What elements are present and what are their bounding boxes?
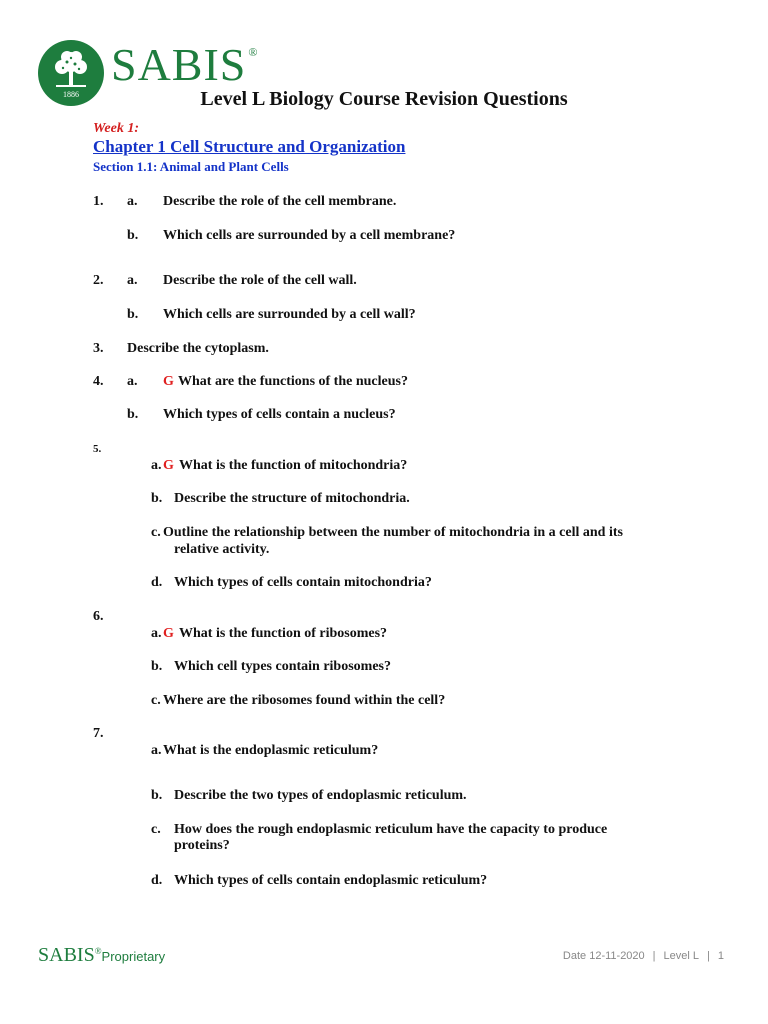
question-text: Describe the two types of endoplasmic reticulum. (174, 788, 467, 803)
question-text: Which types of cells contain a nucleus? (163, 407, 396, 422)
footer-brand-name: SABIS (38, 944, 95, 966)
question-text: What is the endoplasmic reticulum? (163, 743, 379, 758)
page-title: Level L Biology Course Revision Questions (200, 88, 568, 110)
question-text: Describe the role of the cell membrane. (163, 194, 397, 209)
footer-brand (38, 944, 165, 967)
question-number: 3. (93, 341, 104, 356)
footer-separator: | (707, 950, 710, 962)
footer-registered-mark: ® (94, 946, 102, 956)
week-label: Week 1: (93, 121, 139, 136)
question-text-continued: proteins? (174, 838, 230, 853)
g-flag: G (163, 374, 174, 389)
question-text: Which cells are surrounded by a cell wall? (163, 307, 416, 322)
question-text: Which types of cells contain endoplasmic reticulum? (174, 873, 488, 888)
page-number: 1 (717, 950, 724, 962)
brand-registered-mark: ® (248, 45, 259, 59)
part-label: b. (127, 307, 139, 322)
section-heading: Section 1.1: Animal and Plant Cells (93, 159, 289, 174)
g-flag: G (163, 458, 174, 473)
part-label: a. (151, 626, 162, 641)
question-text: Which types of cells contain mitochondria? (174, 575, 432, 590)
part-label: b. (151, 788, 163, 803)
question-number: 5. (93, 443, 102, 455)
question-text: Outline the relationship between the number of mitochondria in a cell and its (163, 525, 623, 540)
part-label: a. (127, 194, 138, 209)
part-label: d. (151, 873, 163, 888)
footer-separator: | (652, 950, 656, 962)
question-number: 1. (93, 194, 104, 209)
part-label: a. (151, 743, 162, 758)
part-label: b. (151, 491, 163, 506)
part-label: b. (151, 659, 163, 674)
part-label: a. (127, 374, 138, 389)
part-label: d. (151, 575, 163, 590)
logo-year: 1886 (63, 90, 79, 99)
question-text: Describe the structure of mitochondria. (174, 491, 410, 506)
question-text: What is the function of mitochondria? (179, 458, 408, 473)
question-text: Describe the role of the cell wall. (163, 273, 357, 288)
question-number: 4. (93, 374, 104, 389)
g-flag: G (163, 626, 174, 641)
footer-date: Date 12-11-2020 (562, 950, 645, 962)
question-text: What are the functions of the nucleus? (178, 374, 408, 389)
footer-meta (563, 950, 724, 962)
part-label: c. (151, 822, 161, 837)
question-text: What is the function of ribosomes? (179, 626, 388, 641)
question-text: Which cell types contain ribosomes? (174, 659, 391, 674)
question-text: How does the rough endoplasmic reticulum have the capacity to produce (174, 822, 608, 837)
brand-name: SABIS (111, 39, 247, 90)
footer-proprietary: Proprietary (101, 949, 166, 964)
brand-wordmark (111, 39, 259, 90)
question-number: 2. (93, 273, 104, 288)
part-label: b. (127, 407, 139, 422)
part-label: a. (127, 273, 138, 288)
question-text: Where are the ribosomes found within the cell? (163, 693, 446, 708)
part-label: c. (151, 525, 161, 540)
question-text-continued: relative activity. (174, 542, 270, 557)
part-label: b. (127, 228, 139, 243)
question-number: 6. (93, 609, 104, 624)
part-label: a. (151, 458, 162, 473)
chapter-heading: Chapter 1 Cell Structure and Organization (93, 137, 406, 156)
question-number: 7. (93, 726, 104, 741)
question-text: Which cells are surrounded by a cell membrane? (163, 228, 456, 243)
footer-level: Level L (663, 950, 700, 962)
part-label: c. (151, 693, 161, 708)
question-text: Describe the cytoplasm. (127, 341, 269, 356)
